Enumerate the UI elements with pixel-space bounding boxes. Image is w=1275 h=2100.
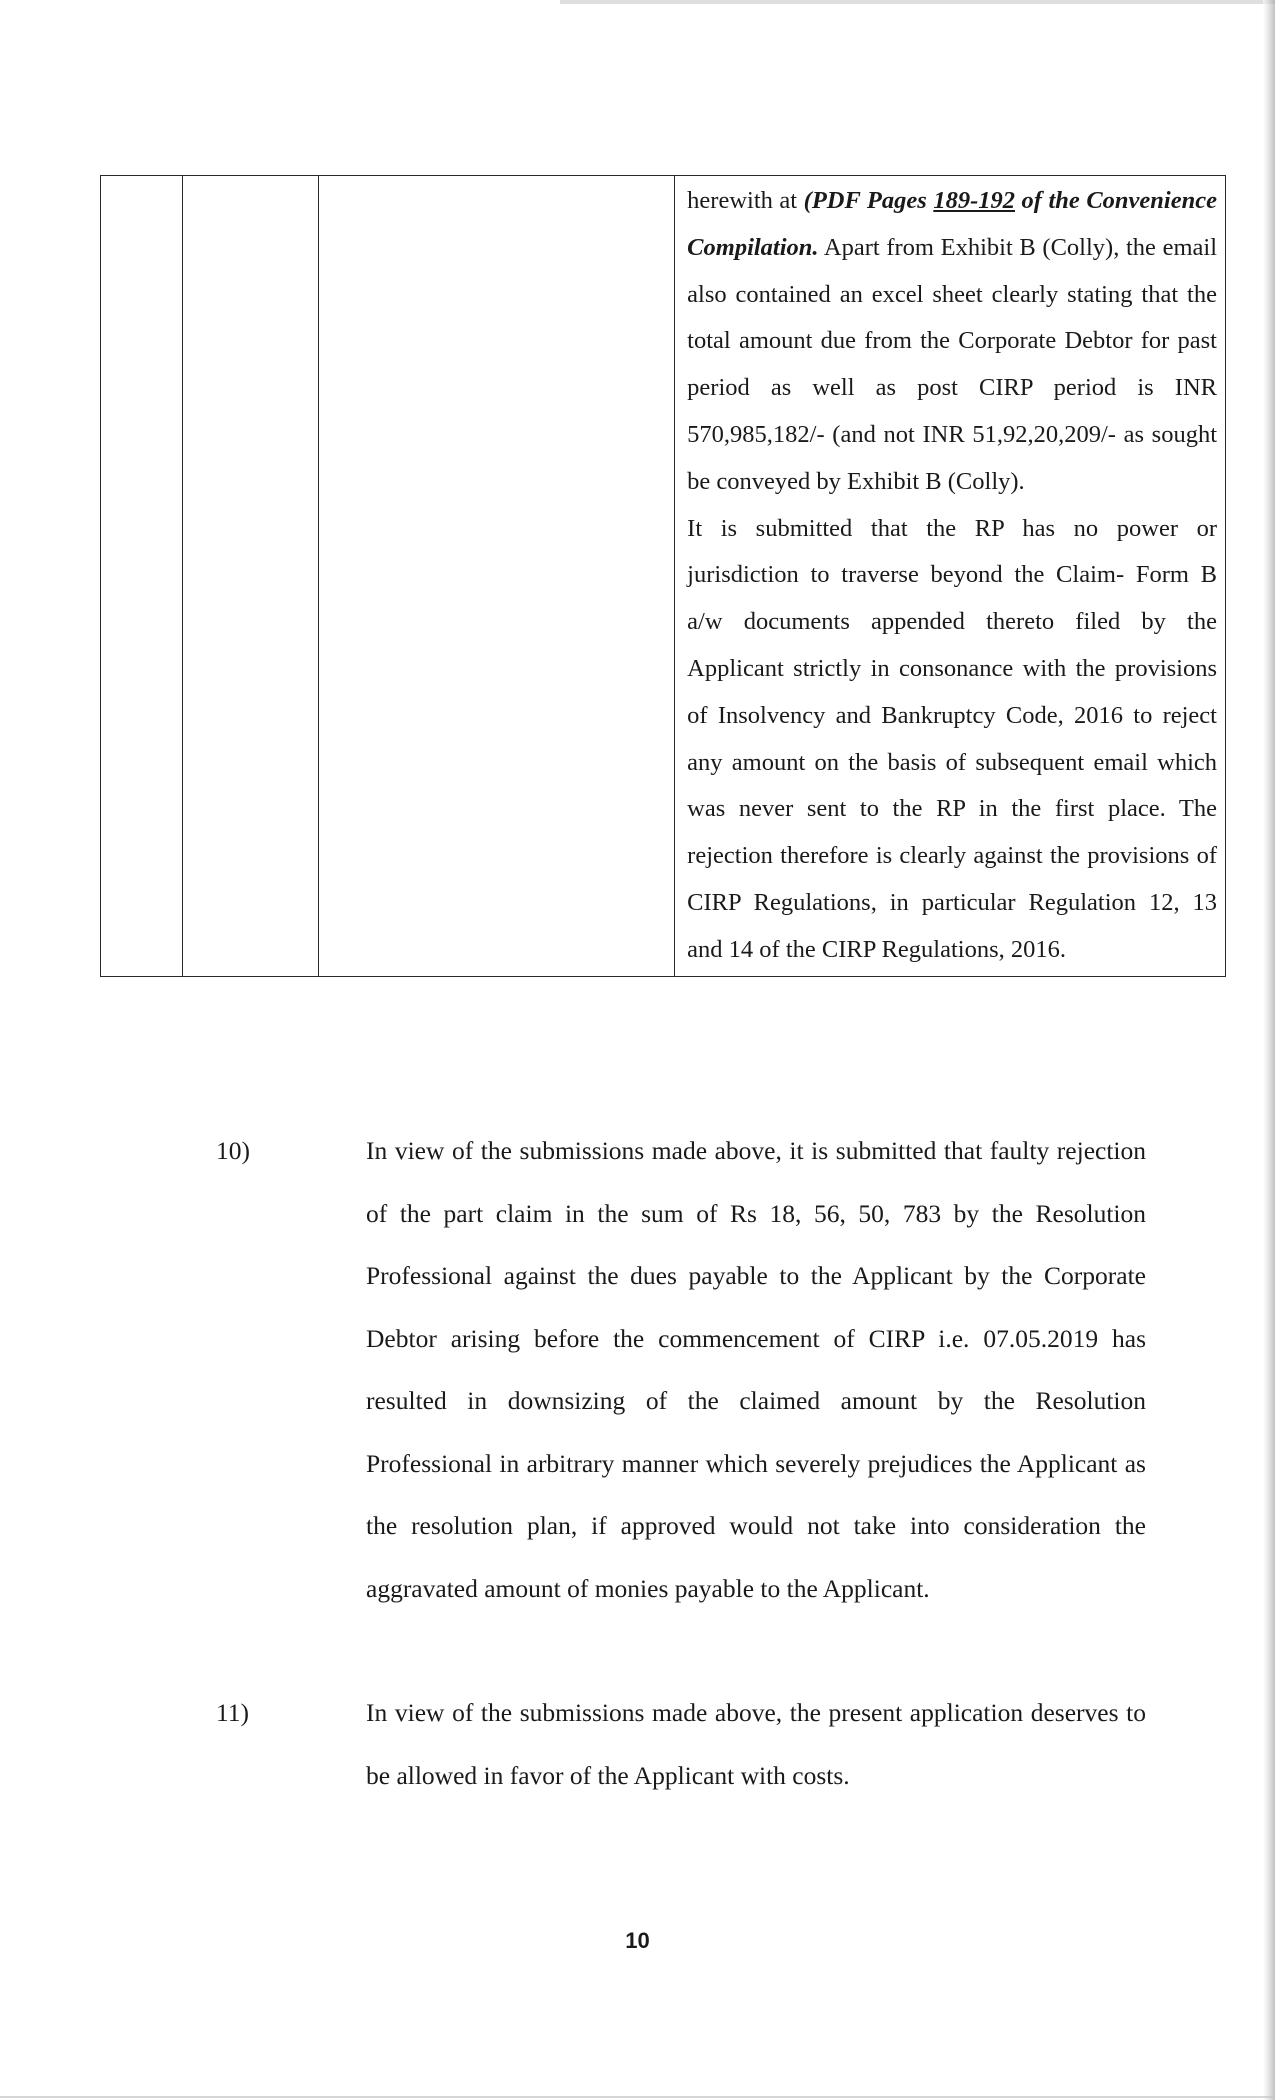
paragraph-number: 10) [216, 1136, 250, 1165]
paragraph-text: In view of the submissions made above, the present application deserves to be allowed in favor of the Applicant with costs. [366, 1698, 1146, 1790]
scan-edge-bottom [0, 2096, 1275, 2098]
table-cell-3 [319, 176, 675, 977]
scan-edge-right [1263, 0, 1275, 2100]
table-cell-2 [182, 176, 319, 977]
table-cell-content [675, 176, 1226, 977]
table-cell-serial [101, 176, 183, 977]
table-row [101, 176, 1226, 977]
table-cell-paragraph-1 [687, 178, 1217, 506]
paragraph-text: In view of the submissions made above, it is submitted that faulty rejection of the part claim in the sum of Rs 18, 56, 50, 783 by the Resolution Professional against the dues payable to the Applicant by the Corporate Debtor arising before the commencement of CIRP i.e. 07.05.2019 has resulted in downsizing of the claimed amount by the Resolution Professional in arbitrary manner which severely prejudices the Applicant as the resolution plan, if approved would not take into consideration the aggravated amount of monies payable to the Applicant. [366, 1136, 1146, 1603]
cell-text-run: of the Convenience Compilation. [687, 187, 1217, 261]
scan-edge-top [560, 0, 1275, 4]
cell-text-run: (PDF Pages [803, 187, 934, 214]
continuation-table [100, 175, 1226, 977]
page-number: 10 [625, 1928, 650, 1953]
cell-text-run: Apart from Exhibit B (Colly), the email also contained an excel sheet clearly stating that the total amount due from the Corporate Debtor for past period as well as post CIRP period is INR 570,985,182/- (and not INR 51,92,20,209/- as sought be conveyed by Exhibit B (Colly). [687, 233, 1217, 495]
table-cell-text [675, 176, 1225, 976]
cell-text-run: herewith at [687, 187, 804, 214]
page-reference: 189-192 [933, 187, 1015, 214]
table-cell-paragraph-2: It is submitted that the RP has no power or jurisdiction to traverse beyond the Claim- Form B a/w documents appended thereto filed by the Applicant strictly in consonance with the provisions of Insolvency and Bankruptcy Code, 2016 to reject any amount on the basis of subsequent email which was never sent to the RP in the first place. The rejection therefore is clearly against the provisions of CIRP Regulations, in particular Regulation 12, 13 and 14 of the CIRP Regulations, 2016. [687, 514, 1217, 963]
paragraph-number: 11) [216, 1698, 250, 1727]
